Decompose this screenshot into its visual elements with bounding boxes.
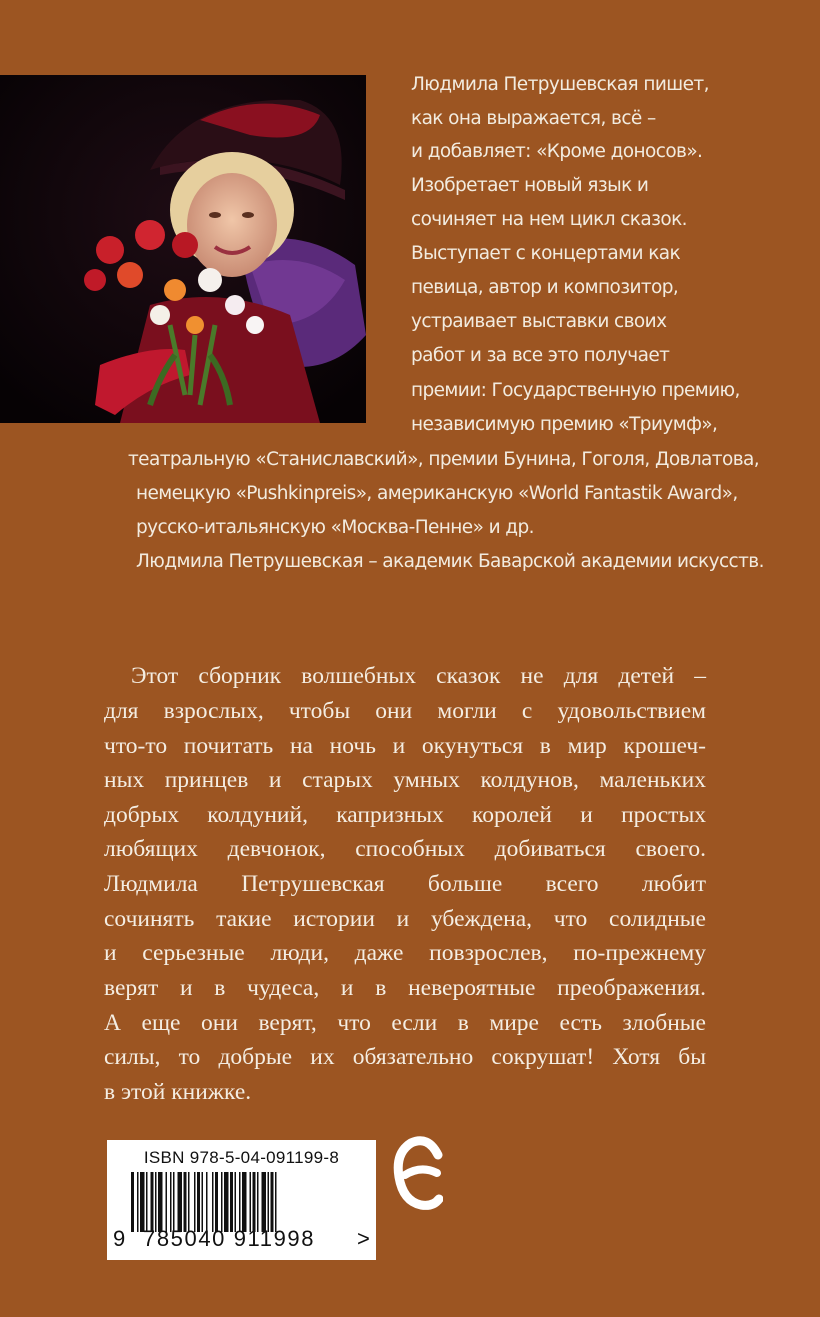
- barcode-bar: [178, 1172, 183, 1232]
- barcode-bar: [146, 1172, 148, 1232]
- barcode-bar: [253, 1172, 256, 1232]
- barcode-bar: [206, 1172, 208, 1232]
- description-line: ных принцев и старых умных колдунов, маленьких: [104, 767, 706, 793]
- barcode-bar: [166, 1172, 168, 1232]
- bio-line: премии: Государственную премию,: [411, 380, 740, 401]
- barcode-bar: [268, 1172, 270, 1232]
- bio-line: устраивает выставки своих: [411, 311, 667, 332]
- barcode-bar: [242, 1172, 247, 1232]
- description-line: Людмила Петрушевская больше всего любит: [104, 871, 706, 897]
- barcode-bar: [173, 1172, 175, 1232]
- barcode-bar: [170, 1172, 172, 1232]
- barcode-bar: [197, 1172, 200, 1232]
- barcode-bar: [215, 1172, 218, 1232]
- barcode-bar: [235, 1172, 237, 1232]
- barcode-bar: [224, 1172, 229, 1232]
- barcode-bar: [202, 1172, 204, 1232]
- bio-line: театральную «Станиславский», премии Бунина, Гоголя, Довлатова,: [128, 449, 760, 470]
- barcode-bar: [188, 1172, 190, 1232]
- barcode-bar: [137, 1172, 139, 1232]
- description-line: А еще они верят, что если в мире есть злобные: [104, 1010, 706, 1036]
- bio-line: Людмила Петрушевская – академик Баварской академии искусств.: [136, 551, 764, 572]
- bio-line: Выступает с концертами как: [411, 243, 681, 264]
- bio-line: немецкую «Pushkinpreis», американскую «World Fantastik Award»,: [136, 483, 738, 504]
- isbn-label: ISBN 978-5-04-091199-8: [143, 1148, 340, 1167]
- bio-line: Изобретает новый язык и: [411, 175, 649, 196]
- barcode-bar: [133, 1172, 135, 1232]
- bio-line: как она выражается, всё –: [411, 108, 656, 129]
- barcode-bar: [131, 1172, 133, 1232]
- ean-quiet-zone-arrow: >: [357, 1226, 370, 1251]
- barcode-bar: [140, 1172, 145, 1232]
- author-photo: [0, 75, 366, 423]
- barcode-bar: [194, 1172, 196, 1232]
- bio-line: Людмила Петрушевская пишет,: [411, 74, 709, 95]
- barcode-bars: [131, 1172, 353, 1232]
- isbn-barcode: [107, 1140, 376, 1260]
- ean-digits: 785040 911998: [143, 1226, 316, 1251]
- barcode-bar: [250, 1172, 252, 1232]
- description-line: в этой книжке.: [104, 1079, 252, 1105]
- bio-line: независимую премию «Триумф»,: [411, 414, 718, 435]
- description-line: любящих девчонок, способных добиваться своего.: [104, 836, 706, 862]
- bio-line: и добавляет: «Кроме доносов».: [411, 141, 703, 162]
- description-line: что-то почитать на ночь и окунуться в мир крошеч-: [104, 733, 706, 759]
- barcode-bar: [230, 1172, 233, 1232]
- bio-line: певица, автор и композитор,: [411, 277, 679, 298]
- barcode-bar: [257, 1172, 259, 1232]
- ean-first-digit: 9: [113, 1226, 126, 1251]
- barcode-bar: [221, 1172, 223, 1232]
- description-line: силы, то добрые их обязательно сокрушат! Хотя бы: [104, 1044, 706, 1070]
- barcode-bar: [151, 1172, 154, 1232]
- description-line: Этот сборник волшебных сказок не для детей –: [131, 663, 706, 689]
- barcode-bar: [212, 1172, 214, 1232]
- author-portrait-image: [0, 75, 366, 423]
- description-line: для взрослых, чтобы они могли с удовольствием: [104, 698, 706, 724]
- barcode-bar: [158, 1172, 163, 1232]
- barcode-bar: [155, 1172, 157, 1232]
- barcode-bar: [184, 1172, 187, 1232]
- barcode-bar: [262, 1172, 267, 1232]
- bio-line: сочиняет на нем цикл сказок.: [411, 209, 687, 230]
- bio-line: работ и за все это получает: [411, 345, 670, 366]
- barcode-bar: [239, 1172, 241, 1232]
- eksmo-e-logo-icon: [393, 1133, 443, 1218]
- barcode-bar: [271, 1172, 274, 1232]
- description-line: добрых колдуний, капризных королей и простых: [104, 802, 706, 828]
- barcode-bar: [275, 1172, 277, 1232]
- description-line: сочинять такие истории и убеждена, что солидные: [104, 906, 706, 932]
- description-line: и серьезные люди, даже повзрослев, по-прежнему: [104, 940, 706, 966]
- bio-line: русско-итальянскую «Москва-Пенне» и др.: [136, 517, 534, 538]
- description-line: верят и в чудеса, и в невероятные преображения.: [104, 975, 706, 1001]
